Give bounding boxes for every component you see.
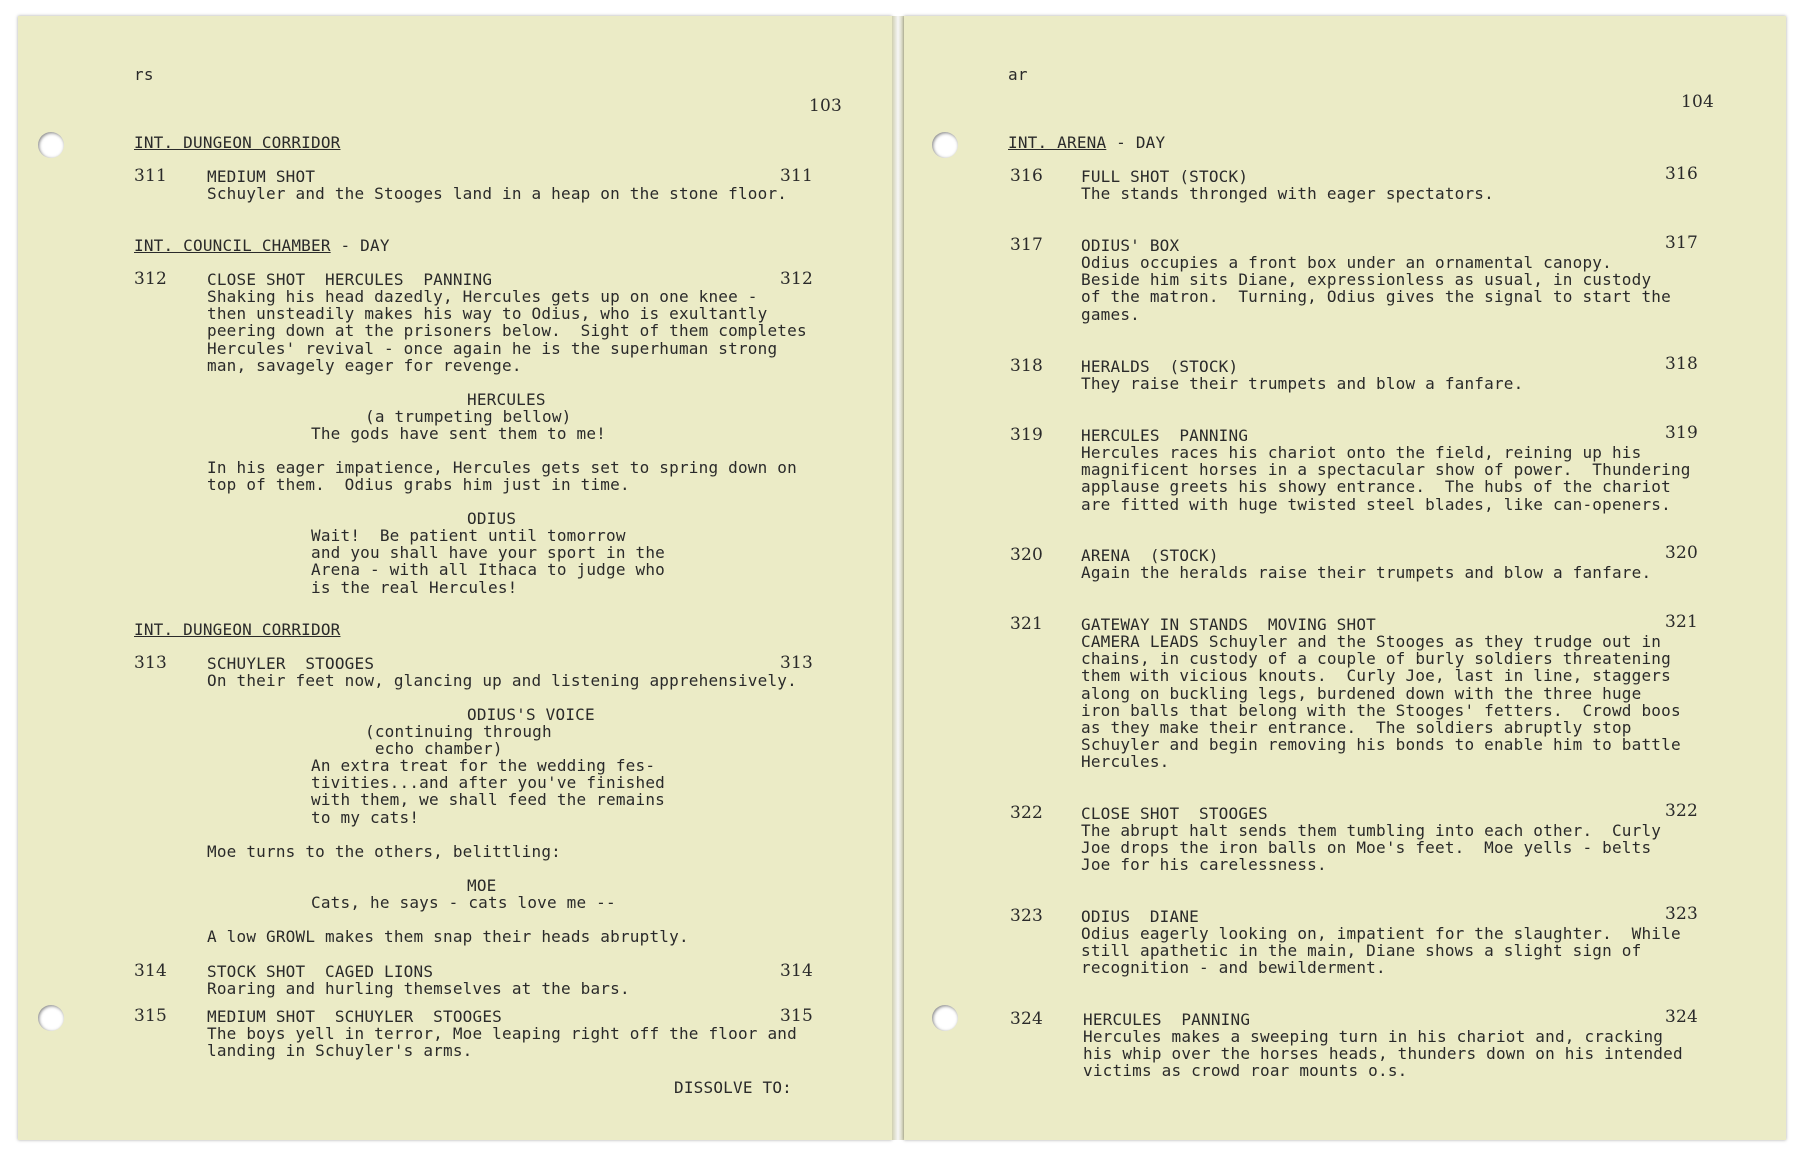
binder-hole [932, 1005, 958, 1031]
action-text: The abrupt halt sends them tumbling into each other. Curly Joe drops the iron balls on Moe's feet. Moe yells - belts Joe for his carelessness. [1081, 821, 1662, 875]
dialogue: The gods have sent them to me! [311, 424, 606, 443]
scene-number-right: 321 [1665, 612, 1699, 632]
scene-number-right: 318 [1665, 354, 1699, 374]
scene-heading: INT. DUNGEON CORRIDOR [134, 133, 341, 152]
scene-number-right: 316 [1665, 164, 1699, 184]
scene-number-right: 322 [1665, 801, 1699, 821]
character-cue: ODIUS [467, 509, 517, 528]
transition: DISSOLVE TO: [674, 1078, 792, 1097]
scene-number: 311 [134, 166, 168, 186]
binder-hole [38, 132, 64, 158]
action-text: Again the heralds raise their trumpets and blow a fanfare. [1081, 563, 1652, 582]
shot-title: MEDIUM SHOT SCHUYLER STOOGES [207, 1007, 502, 1026]
dialogue: An extra treat for the wedding fes- tivities...and after you've finished with them, we shall feed the remains to my cats! [311, 756, 665, 827]
scene-number: 313 [134, 653, 168, 673]
shot-title: SCHUYLER STOOGES [207, 654, 375, 673]
action-text: Moe turns to the others, belittling: [207, 842, 561, 861]
scene-number: 314 [134, 961, 168, 981]
scene-number: 322 [1010, 803, 1044, 823]
shot-title: MEDIUM SHOT [207, 167, 316, 186]
scene-number: 317 [1010, 235, 1044, 255]
scene-number: 316 [1010, 166, 1044, 186]
parenthetical: (continuing through echo chamber) [365, 722, 552, 759]
typist-initials: rs [134, 65, 154, 84]
scene-number-right: 320 [1665, 543, 1699, 563]
scene-number: 323 [1010, 906, 1044, 926]
shot-title: HERALDS (STOCK) [1081, 357, 1239, 376]
shot-title: STOCK SHOT CAGED LIONS [207, 962, 434, 981]
scene-number-right: 313 [780, 653, 814, 673]
action-text: In his eager impatience, Hercules gets set to spring down on top of them. Odius grabs him just in time. [207, 458, 797, 495]
scene-heading-time: - DAY [330, 236, 390, 255]
action-text: The boys yell in terror, Moe leaping right off the floor and landing in Schuyler's arms. [207, 1024, 797, 1061]
action-text: Odius eagerly looking on, impatient for the slaughter. While still apathetic in the main, Diane shows a slight sign of recognition - and bewilderment. [1081, 924, 1681, 978]
shot-title: ARENA (STOCK) [1081, 546, 1219, 565]
scene-number-right: 323 [1665, 904, 1699, 924]
shot-title: CLOSE SHOT HERCULES PANNING [207, 270, 493, 289]
scene-heading [134, 237, 390, 254]
scene-number: 324 [1010, 1009, 1044, 1029]
action-text: Hercules races his chariot onto the field, reining up his magnificent horses in a spectacular show of power. Thundering applause greets his showy entrance. The hubs of the chariot are fitted with huge twisted steel blades, like can-openers. [1081, 443, 1691, 514]
shot-title: HERCULES PANNING [1081, 426, 1249, 445]
scene-number-right: 315 [780, 1006, 814, 1026]
action-text: Shaking his head dazedly, Hercules gets up on one knee - then unsteadily makes his way to Odius, who is exultantly peering down at the prisoners below. Sight of them completes Hercules' revival - once again he is the superhuman strong man, savagely eager for revenge. [207, 287, 807, 375]
scene-number-right: 311 [780, 166, 814, 186]
action-text: Odius occupies a front box under an ornamental canopy. Beside him sits Diane, expressionless as usual, in custody of the matron. Turning, Odius gives the signal to start the games. [1081, 253, 1671, 324]
shot-title: GATEWAY IN STANDS MOVING SHOT [1081, 615, 1376, 634]
scene-heading: INT. DUNGEON CORRIDOR [134, 620, 341, 639]
binding-gutter [892, 16, 904, 1140]
action-text: They raise their trumpets and blow a fanfare. [1081, 374, 1524, 393]
typist-initials: ar [1008, 65, 1028, 84]
action-text: Schuyler and the Stooges land in a heap on the stone floor. [207, 184, 788, 203]
action-text: The stands thronged with eager spectators. [1081, 184, 1494, 203]
scene-heading [1008, 134, 1165, 151]
scene-number: 315 [134, 1006, 168, 1026]
page-number: 103 [809, 96, 843, 116]
character-cue: HERCULES [467, 390, 546, 409]
shot-title: ODIUS DIANE [1081, 907, 1199, 926]
action-text: CAMERA LEADS Schuyler and the Stooges as they trudge out in chains, in custody of a couple of burly soldiers threatening them with vicious knouts. Curly Joe, last in line, staggers along on buckling legs, burdened down with the three huge iron balls that belong with the Stooges' fetters. Crowd boos as they make their entrance. The soldiers abruptly stop Schuyler and begin removing his bonds to enable him to battle Hercules. [1081, 632, 1681, 772]
scene-number-right: 324 [1665, 1007, 1699, 1027]
scene-heading-time: - DAY [1106, 133, 1166, 152]
parenthetical: (a trumpeting bellow) [365, 407, 572, 426]
shot-title: HERCULES PANNING [1083, 1010, 1251, 1029]
scene-number-right: 312 [780, 269, 814, 289]
shot-title: CLOSE SHOT STOOGES [1081, 804, 1268, 823]
dialogue: Wait! Be patient until tomorrow and you shall have your sport in the Arena - with all Ithaca to judge who is the real Hercules! [311, 526, 665, 597]
action-text: On their feet now, glancing up and listening apprehensively. [207, 671, 797, 690]
dialogue: Cats, he says - cats love me -- [311, 893, 616, 912]
character-cue: MOE [467, 876, 497, 895]
scene-number-right: 314 [780, 961, 814, 981]
action-text: Hercules makes a sweeping turn in his chariot and, cracking his whip over the horses heads, thunders down on his intended victims as crowd roar mounts o.s. [1083, 1027, 1683, 1081]
shot-title: FULL SHOT (STOCK) [1081, 167, 1249, 186]
binder-hole [38, 1005, 64, 1031]
scene-number-right: 317 [1665, 233, 1699, 253]
scene-number: 320 [1010, 545, 1044, 565]
scene-number: 321 [1010, 614, 1044, 634]
scene-heading-slug: INT. ARENA [1008, 133, 1107, 152]
shot-title: ODIUS' BOX [1081, 236, 1180, 255]
page-number: 104 [1681, 92, 1715, 112]
scene-number: 318 [1010, 356, 1044, 376]
scene-heading-slug: INT. COUNCIL CHAMBER [134, 236, 331, 255]
binder-hole [932, 132, 958, 158]
scene-number-right: 319 [1665, 423, 1699, 443]
character-cue: ODIUS'S VOICE [467, 705, 595, 724]
scene-number: 312 [134, 269, 168, 289]
action-text: Roaring and hurling themselves at the bars. [207, 979, 630, 998]
action-text: A low GROWL makes them snap their heads abruptly. [207, 927, 689, 946]
scene-number: 319 [1010, 425, 1044, 445]
